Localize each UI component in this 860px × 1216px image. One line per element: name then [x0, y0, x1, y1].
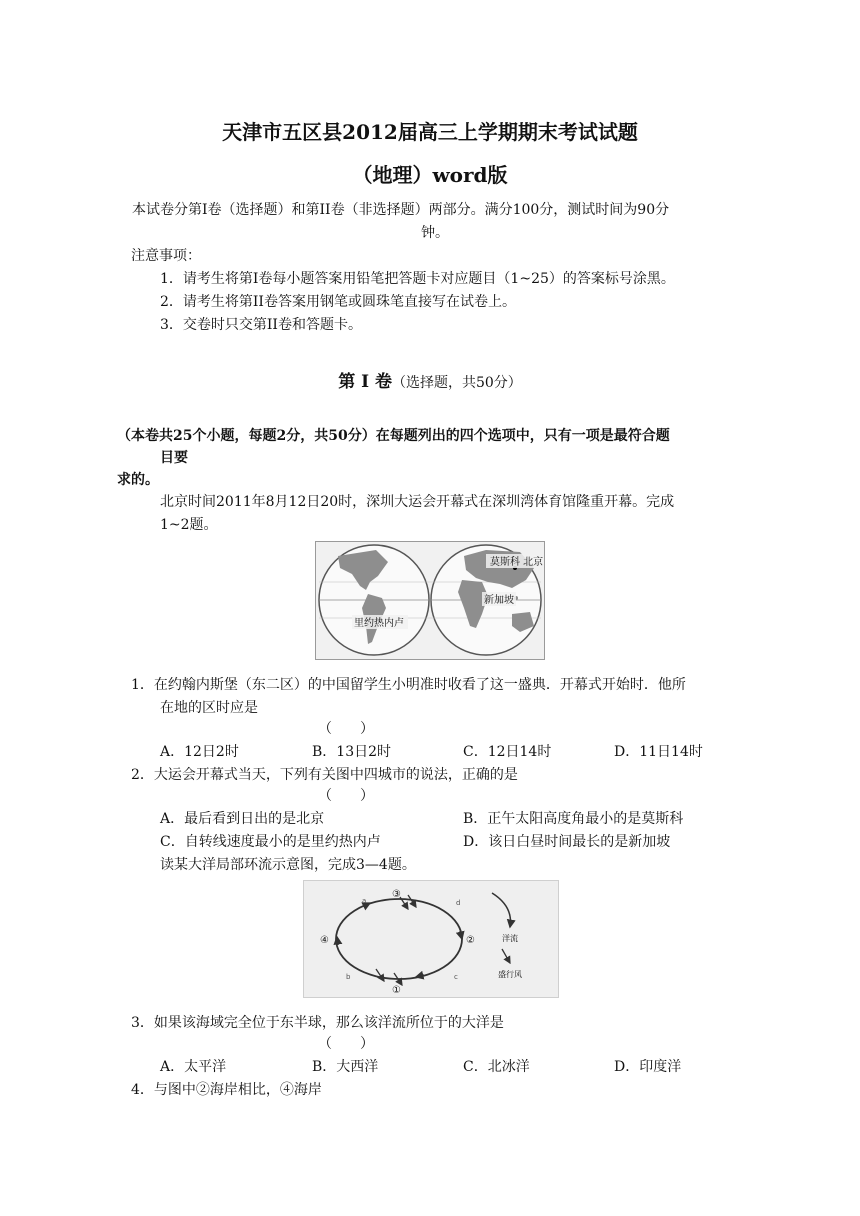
passage-1-line-1: 北京时间2011年8月12日20时，深圳大运会开幕式在深圳湾体育馆隆重开幕。完成 [160, 494, 675, 510]
note-item: 2．请考生将第II卷答案用钢笔或圆珠笔直接写在试卷上。 [160, 294, 516, 310]
instructions-line-2: 目要 [160, 450, 188, 466]
label-n2: ② [466, 935, 475, 946]
option-c: C．12日14时 [463, 744, 552, 760]
label-c: c [454, 973, 458, 981]
option-c: C．自转线速度最小的是里约热内卢 [160, 834, 381, 850]
option-d: D．11日14时 [614, 744, 703, 760]
legend-wind: 盛行风 [498, 970, 522, 979]
passage-2: 读某大洋局部环流示意图，完成3—4题。 [160, 857, 416, 873]
question-4-line-1: 4．与图中②海岸相比，④海岸 [131, 1082, 322, 1098]
option-a: A．12日2时 [160, 744, 239, 760]
legend-current: 洋流 [502, 934, 518, 943]
ocean-circulation-svg [304, 881, 558, 997]
section-heading [0, 367, 860, 392]
option-b: B．13日2时 [312, 744, 392, 760]
passage-1-line-2: 1~2题。 [160, 517, 218, 533]
option-d: D．该日白昼时间最长的是新加坡 [463, 834, 671, 850]
note-item: 1．请考生将第I卷每小题答案用铅笔把答题卡对应题目（1~25）的答案标号涂黑。 [160, 271, 675, 287]
answer-bracket: （ ） [318, 721, 374, 737]
label-d: d [456, 899, 461, 907]
ocean-circulation-figure [303, 880, 559, 998]
title-line-1: 天津市五区县2012届高三上学期期末考试试题 [222, 120, 638, 144]
section-sub: （选择题，共50分） [391, 375, 522, 391]
label-b: b [346, 973, 351, 981]
notes-heading: 注意事项： [131, 248, 201, 264]
option-a: A．太平洋 [160, 1059, 227, 1075]
label-moscow-beijing: 莫斯科 北京 [490, 557, 544, 568]
question-1-line-1: 1．在约翰内斯堡（东二区）的中国留学生小明准时收看了这一盛典．开幕式开始时．他所 [131, 677, 686, 693]
label-n4: ④ [320, 935, 329, 946]
option-d: D．印度洋 [614, 1059, 682, 1075]
option-b: B．正午太阳高度角最小的是莫斯科 [463, 811, 684, 827]
label-rio: 里约热内卢 [354, 618, 404, 629]
label-singapore: 新加坡 [484, 595, 514, 606]
question-3-line-1: 3．如果该海域完全位于东半球，那么该洋流所位于的大洋是 [131, 1015, 504, 1031]
note-item: 3．交卷时只交第II卷和答题卡。 [160, 317, 362, 333]
section-main: 第 Ⅰ 卷 [338, 372, 392, 392]
instructions-line-1: （本卷共25个小题，每题2分，共50分）在每题列出的四个选项中，只有一项是最符合题 [117, 428, 670, 444]
intro-line-2: 钟。 [421, 225, 449, 241]
answer-bracket: （ ） [318, 788, 374, 804]
question-1-line-2: 在地的区时应是 [160, 700, 258, 716]
option-c: C．北冰洋 [463, 1059, 530, 1075]
title-line-2: （地理）word版 [352, 163, 508, 187]
world-map-svg [316, 542, 544, 659]
answer-bracket: （ ） [318, 1036, 374, 1052]
world-map-figure [315, 541, 545, 660]
option-b: B．大西洋 [312, 1059, 379, 1075]
question-2-line-1: 2．大运会开幕式当天，下列有关图中四城市的说法，正确的是 [131, 767, 518, 783]
label-n1: ① [392, 985, 401, 996]
intro-line-1: 本试卷分第I卷（选择题）和第II卷（非选择题）两部分。满分100分，测试时间为90分 [132, 202, 670, 218]
option-a: A．最后看到日出的是北京 [160, 811, 325, 827]
label-a: a [362, 897, 367, 905]
label-n3: ③ [392, 889, 401, 900]
instructions-line-3: 求的。 [117, 472, 159, 488]
